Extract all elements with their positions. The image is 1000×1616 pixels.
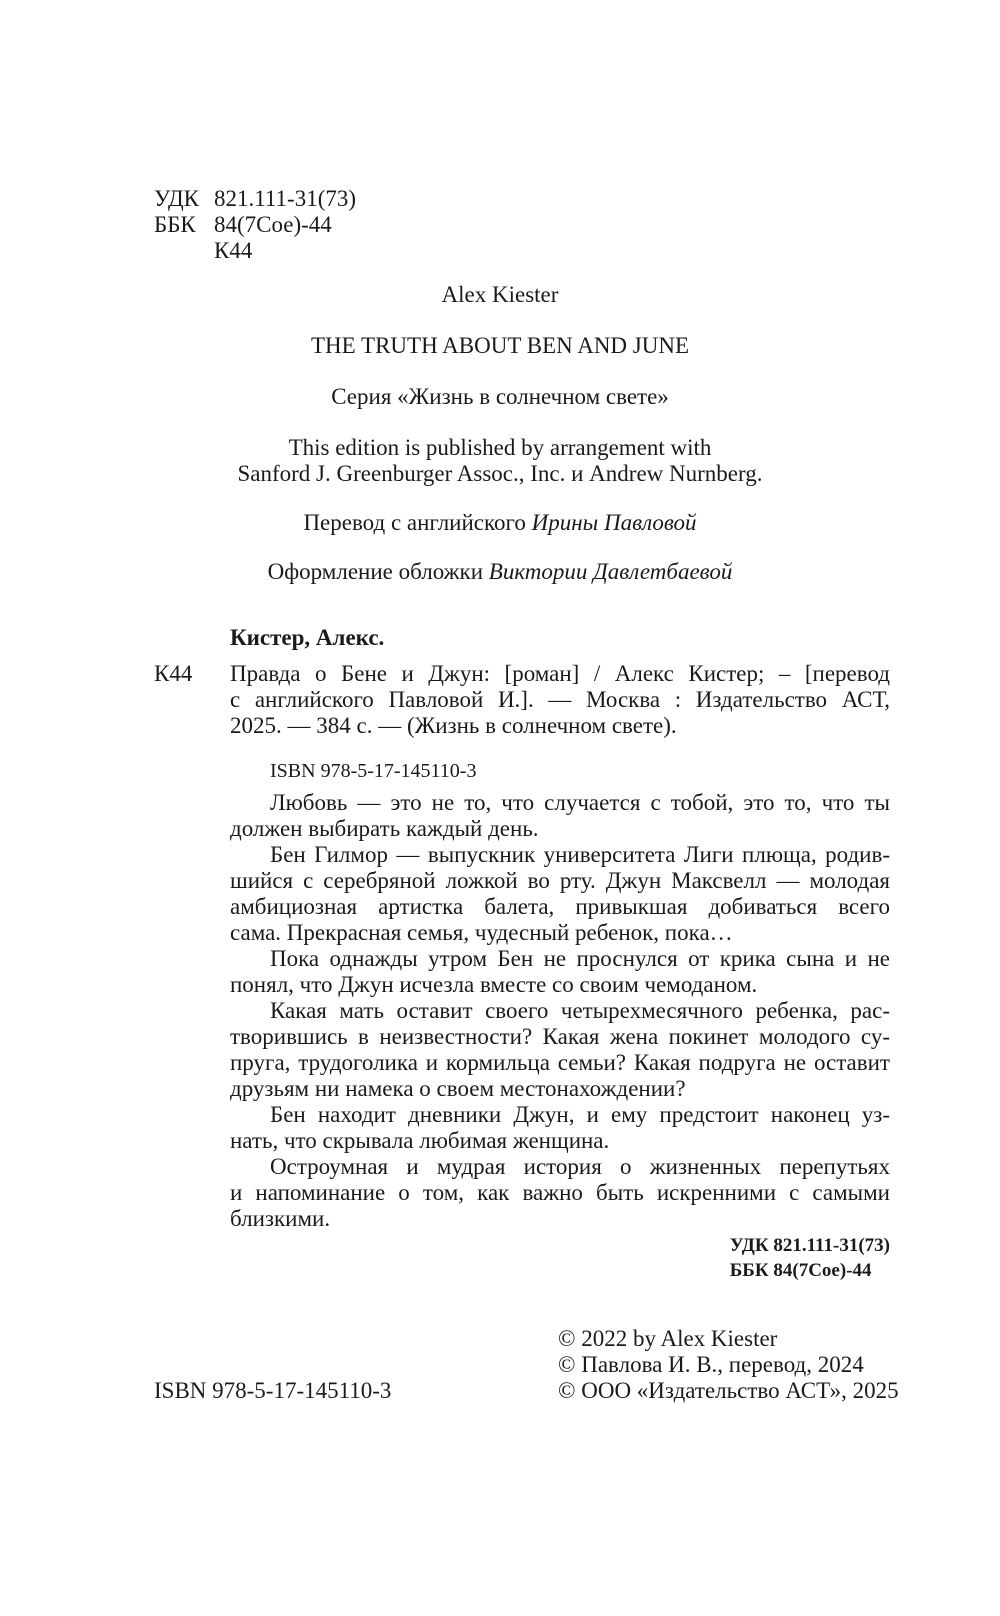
annotation-line: Бен находит дневники Джун, и ему предстоит наконец уз- xyxy=(270,1102,890,1127)
bbk-label: ББК xyxy=(154,212,196,237)
copyright-line: © ООО «Издательство АСТ», 2025 xyxy=(558,1378,899,1403)
cover-designer-name: Виктории Давлетбаевой xyxy=(488,559,733,584)
catalog-line: 2025. — 384 с. — (Жизнь в солнечном свете). xyxy=(230,713,677,738)
original-author: Alex Kiester xyxy=(441,282,559,307)
arrangement-line-1: This edition is published by arrangement with xyxy=(288,435,712,460)
cover-design-credit xyxy=(0,559,1000,585)
catalog-entry xyxy=(230,661,890,739)
catalog-mark: К44 xyxy=(154,661,193,686)
annotation-line: шийся с серебряной ложкой во рту. Джун Максвелл — молодая xyxy=(230,868,890,893)
series-name: Серия «Жизнь в солнечном свете» xyxy=(331,384,669,409)
annotation-line: Какая мать оставит своего четырехмесячного ребенка, рас- xyxy=(270,998,890,1023)
translation-label: Перевод с английского xyxy=(303,510,526,535)
isbn-bottom: ISBN 978-5-17-145110-3 xyxy=(154,1378,392,1403)
copyright-line: © 2022 by Alex Kiester xyxy=(558,1326,778,1351)
arrangement-line-2: Sanford J. Greenburger Assoc., Inc. и Andrew Nurnberg. xyxy=(237,461,763,486)
bottom-classification-codes xyxy=(730,1233,890,1283)
cover-design-label: Оформление обложки xyxy=(267,559,484,584)
annotation-line: Остроумная и мудрая история о жизненных перепутьях xyxy=(270,1154,890,1179)
annotation-line: Пока однажды утром Бен не проснулся от крика сына и не xyxy=(270,946,890,971)
author-mark: К44 xyxy=(214,238,253,263)
copyright-line: © Павлова И. В., перевод, 2024 xyxy=(558,1352,864,1377)
translation-credit xyxy=(0,510,1000,536)
annotation-line: друзьям ни намека о своем местонахождении? xyxy=(230,1076,686,1101)
annotation-line: сама. Прекрасная семья, чудесный ребенок, пока… xyxy=(230,920,733,945)
bbk-value: 84(7Сое)-44 xyxy=(214,212,332,237)
udk-label: УДК xyxy=(154,186,199,211)
annotation-line: пруга, трудоголика и кормильца семьи? Какая подруга не оставит xyxy=(230,1050,890,1075)
annotation-line: Любовь — это не то, что случается с тобой, это то, что ты xyxy=(270,790,890,815)
annotation-line: должен выбирать каждый день. xyxy=(230,816,539,841)
classification-codes xyxy=(154,186,356,264)
catalog-line: Правда о Бене и Джун: [роман] / Алекс Кистер; – [перевод xyxy=(230,661,890,686)
annotation-line: творившись в неизвестности? Какая жена покинет молодого су- xyxy=(230,1024,890,1049)
catalog-author-heading: Кистер, Алекс. xyxy=(230,625,385,650)
bottom-bbk: ББК 84(7Сое)-44 xyxy=(729,1260,872,1281)
annotation-line: и напоминание о том, как важно быть искренними с самыми xyxy=(230,1180,890,1205)
catalog-line: с английского Павловой И.]. — Москва : Издательство АСТ, xyxy=(230,687,890,712)
udk-value: 821.111-31(73) xyxy=(214,186,357,211)
annotation xyxy=(230,790,890,1232)
annotation-line: нать, что скрывала любимая женщина. xyxy=(230,1128,610,1153)
translator-name: Ирины Павловой xyxy=(531,510,697,535)
annotation-line: Бен Гилмор — выпускник университета Лиги плюща, родив- xyxy=(270,842,890,867)
bottom-udk: УДК 821.111-31(73) xyxy=(729,1235,890,1256)
catalog-isbn: ISBN 978-5-17-145110-3 xyxy=(270,760,477,782)
annotation-line: амбициозная артистка балета, привыкшая добиваться всего xyxy=(230,894,890,919)
original-title: THE TRUTH ABOUT BEN AND JUNE xyxy=(310,333,690,358)
copyright-block xyxy=(558,1326,899,1404)
annotation-line: близкими. xyxy=(230,1206,331,1231)
annotation-line: понял, что Джун исчезла вместе со своим чемоданом. xyxy=(230,972,758,997)
